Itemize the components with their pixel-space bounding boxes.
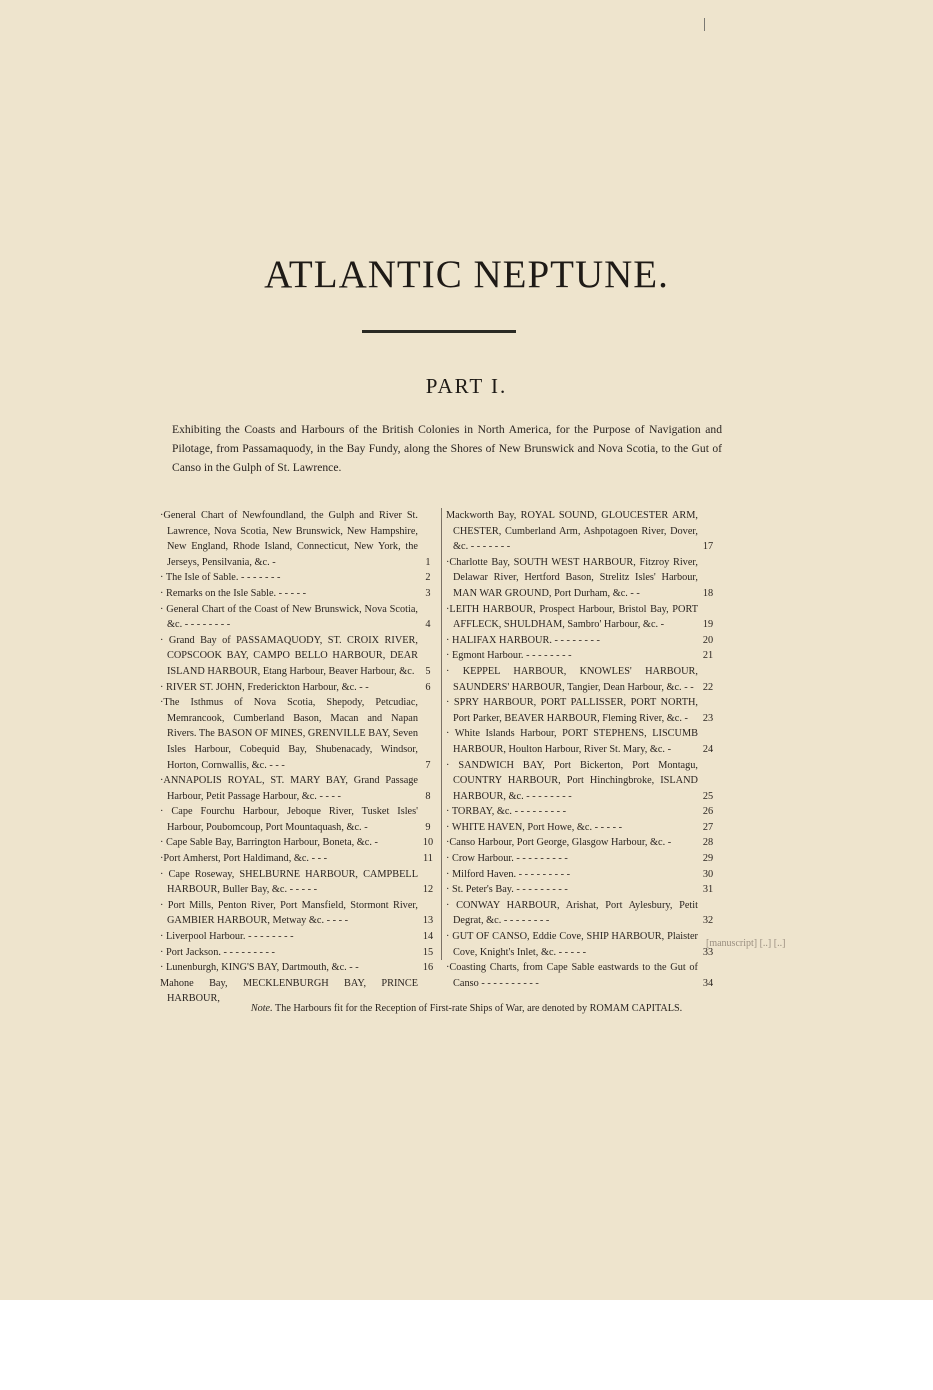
entry-text: ·LEITH HARBOUR, Prospect Harbour, Bristol Bay, PORT AFFLECK, SHULDHAM, Sambro' Harbour, &c. - [446, 603, 698, 631]
contents-entry [160, 960, 436, 976]
contents-entry [160, 508, 436, 570]
contents-entry [160, 602, 436, 633]
entry-text: Mahone Bay, MECKLENBURGH BAY, PRINCE HARBOUR, [160, 977, 418, 1005]
entry-number: 6 [425, 681, 431, 693]
entry-text: · HALIFAX HARBOUR. - - - - - - - - [446, 634, 600, 646]
entry-text: · Cape Fourchu Harbour, Jeboque River, Tusket Isles' Harbour, Poubomcoup, Port Mountaquash, &c. - [160, 806, 418, 833]
contents-entry [160, 804, 436, 835]
contents-entry [160, 570, 436, 586]
contents-entry [446, 726, 716, 757]
contents-entry [160, 851, 436, 867]
entry-number: 34 [702, 977, 714, 989]
entry-number: 14 [422, 931, 434, 943]
contents-left-column [160, 508, 436, 1007]
entry-text: · Liverpool Harbour. - - - - - - - - [160, 931, 294, 943]
entry-number: 11 [423, 853, 433, 865]
contents-entry [160, 633, 436, 680]
contents-entry [446, 882, 716, 898]
entry-text: · TORBAY, &c. - - - - - - - - - [446, 806, 567, 818]
contents-entry [160, 695, 436, 773]
entry-number: 13 [422, 915, 434, 927]
entry-text: ·The Isthmus of Nova Scotia, Shepody, Petcudiac, Memrancook, Cumberland Bason, Macan and Napan Rivers. The BASON OF MINES, GRENVILLE BAY, Seven Isles Harbour, Cobequid Bay, Shubenacady, Windsor, Horton, Cornwallis, &c. - - - [160, 697, 418, 771]
entry-number: 5 [425, 665, 431, 677]
entry-text: · Crow Harbour. - - - - - - - - - [446, 853, 568, 865]
entry-text: · RIVER ST. JOHN, Frederickton Harbour, &c. - - [160, 681, 369, 693]
page-title: ATLANTIC NEPTUNE. [264, 253, 669, 296]
entry-number: 25 [702, 790, 714, 802]
entry-text: · St. Peter's Bay. - - - - - - - - - [446, 884, 568, 896]
entry-number: 24 [702, 743, 714, 755]
contents-entry [446, 508, 716, 555]
entry-number: 33 [702, 946, 714, 958]
entry-number: 29 [702, 853, 714, 865]
contents-entry [446, 695, 716, 726]
column-divider [441, 508, 442, 960]
entry-number: 32 [702, 915, 714, 927]
contents-entry [446, 664, 716, 695]
entry-text: · Port Mills, Penton River, Port Mansfield, Stormont River, GAMBIER HARBOUR, Metway &c. - - - - [160, 899, 418, 927]
contents-entry [160, 680, 436, 696]
entry-text: · Port Jackson. - - - - - - - - - [160, 946, 275, 958]
entry-text: · Cape Roseway, SHELBURNE HARBOUR, CAMPBELL HARBOUR, Buller Bay, &c. - - - - - [160, 868, 418, 896]
entry-number: 16 [422, 962, 434, 974]
entry-text: ·Port Amherst, Port Haldimand, &c. - - - [160, 853, 328, 865]
entry-number: 4 [425, 619, 431, 631]
contents-entry [160, 898, 436, 929]
entry-text: ·ANNAPOLIS ROYAL, ST. MARY BAY, Grand Passage Harbour, Petit Passage Harbour, &c. - - - - [160, 775, 418, 802]
footnote-label: Note. [250, 1003, 273, 1014]
entry-text: · General Chart of the Coast of New Brunswick, Nova Scotia, &c. - - - - - - - - [160, 603, 418, 631]
contents-right-column [446, 508, 716, 991]
page-mark: | [703, 16, 707, 32]
entry-number: 21 [702, 650, 714, 662]
entry-text: · GUT OF CANSO, Eddie Cove, SHIP HARBOUR, Plaister Cove, Knight's Inlet, &c. - - - - - [446, 931, 698, 958]
entry-number: 9 [425, 821, 431, 833]
entry-number: 22 [702, 681, 714, 693]
contents-entry [446, 602, 716, 633]
contents-entry [446, 758, 716, 805]
entry-number: 1 [425, 556, 431, 568]
part-heading: PART I. [425, 374, 508, 398]
entry-number: 23 [702, 712, 714, 724]
entry-text: · CONWAY HARBOUR, Arishat, Port Aylesbury, Petit Degrat, &c. - - - - - - - - [446, 899, 698, 927]
contents-entry [446, 835, 716, 851]
contents-entry [446, 633, 716, 649]
entry-number: 19 [702, 619, 714, 631]
entry-number: 30 [702, 868, 714, 880]
entry-number: 20 [702, 634, 714, 646]
contents-entry [446, 867, 716, 883]
entry-number: 18 [702, 587, 714, 599]
contents-entry [160, 586, 436, 602]
entry-number: 28 [702, 837, 714, 849]
entry-number: 8 [425, 790, 431, 802]
footnote [0, 1003, 933, 1014]
entry-text: · Lunenburgh, KING'S BAY, Dartmouth, &c. - - [160, 962, 359, 974]
entry-text: · KEPPEL HARBOUR, KNOWLES' HARBOUR, SAUNDERS' HARBOUR, Tangier, Dean Harbour, &c. - - [446, 665, 698, 693]
entry-text: · SPRY HARBOUR, PORT PALLISSER, PORT NORTH, Port Parker, BEAVER HARBOUR, Fleming River, &c. - [446, 697, 698, 724]
entry-number: 31 [702, 884, 714, 896]
entry-text: · SANDWICH BAY, Port Bickerton, Port Montagu, COUNTRY HARBOUR, Port Hinchingbroke, ISLAND HARBOUR, &c. - - - - - - - - [446, 759, 698, 802]
contents-entry [446, 929, 716, 960]
entry-number: 12 [422, 884, 434, 896]
entry-text: ·Canso Harbour, Port George, Glasgow Harbour, &c. - [446, 837, 672, 849]
contents-entry [160, 945, 436, 961]
contents-entry [160, 773, 436, 804]
entry-text: · Grand Bay of PASSAMAQUODY, ST. CROIX RIVER, COPSCOOK BAY, CAMPO BELLO HARBOUR, DEAR ISLAND HARBOUR, Etang Harbour, Beaver Harbour, &c. [160, 634, 418, 677]
contents-entry [446, 820, 716, 836]
contents-entry [446, 555, 716, 602]
entry-text: ·Charlotte Bay, SOUTH WEST HARBOUR, Fitzroy River, Delawar River, Hertford Bason, Strelitz Isles' Harbour, MAN WAR GROUND, Port Durham, &c. - - [446, 556, 698, 599]
entry-number: 27 [702, 821, 714, 833]
entry-text: Mackworth Bay, ROYAL SOUND, GLOUCESTER ARM, CHESTER, Cumberland Arm, Ashpotagoen River, Dover, &c. - - - - - - - [446, 510, 698, 553]
entry-number: 15 [422, 946, 434, 958]
contents-entry [446, 804, 716, 820]
manuscript-annotation: [manuscript] [..] [..] [706, 938, 786, 949]
entry-text: ·General Chart of Newfoundland, the Gulph and River St. Lawrence, Nova Scotia, New Brunswick, New Hampshire, New England, Rhode Island, Connecticut, New York, the Jerseys, Pensilvania, &c. - [160, 510, 418, 568]
contents-entry [160, 867, 436, 898]
entry-text: · WHITE HAVEN, Port Howe, &c. - - - - - [446, 821, 623, 833]
entry-text: · Cape Sable Bay, Barrington Harbour, Boneta, &c. - [160, 837, 378, 849]
entry-text: ·Coasting Charts, from Cape Sable eastwards to the Gut of Canso - - - - - - - - - - [446, 962, 698, 989]
footnote-text: The Harbours fit for the Reception of First-rate Ships of War, are denoted by ROMAM CAPITALS. [275, 1003, 683, 1014]
contents-entry [446, 648, 716, 664]
entry-number: 10 [422, 837, 434, 849]
part-description: Exhibiting the Coasts and Harbours of the British Colonies in North America, for the Purpose of Navigation and Pilotage, from Passamaquody, in the Bay Fundy, along the Shores of New Brunswick and Nova Scotia, to the Gut of Canso in the Gulph of St. Lawrence. [172, 423, 722, 474]
contents-entry [160, 929, 436, 945]
entry-number: 17 [702, 541, 714, 553]
contents-entry [446, 898, 716, 929]
contents-entry [446, 851, 716, 867]
contents-entry [160, 835, 436, 851]
title-divider [362, 330, 516, 333]
contents-entry [446, 960, 716, 991]
entry-text: · Milford Haven. - - - - - - - - - [446, 868, 571, 880]
entry-number: 7 [425, 759, 431, 771]
entry-number: 2 [425, 572, 431, 584]
entry-text: · The Isle of Sable. - - - - - - - [160, 572, 281, 584]
entry-text: · White Islands Harbour, PORT STEPHENS, LISCUMB HARBOUR, Houlton Harbour, River St. Mary, &c. - [446, 728, 698, 755]
entry-number: 26 [702, 806, 714, 818]
entry-text: · Remarks on the Isle Sable. - - - - - [160, 587, 307, 599]
entry-text: · Egmont Harbour. - - - - - - - - [446, 650, 572, 662]
entry-number: 3 [425, 587, 431, 599]
